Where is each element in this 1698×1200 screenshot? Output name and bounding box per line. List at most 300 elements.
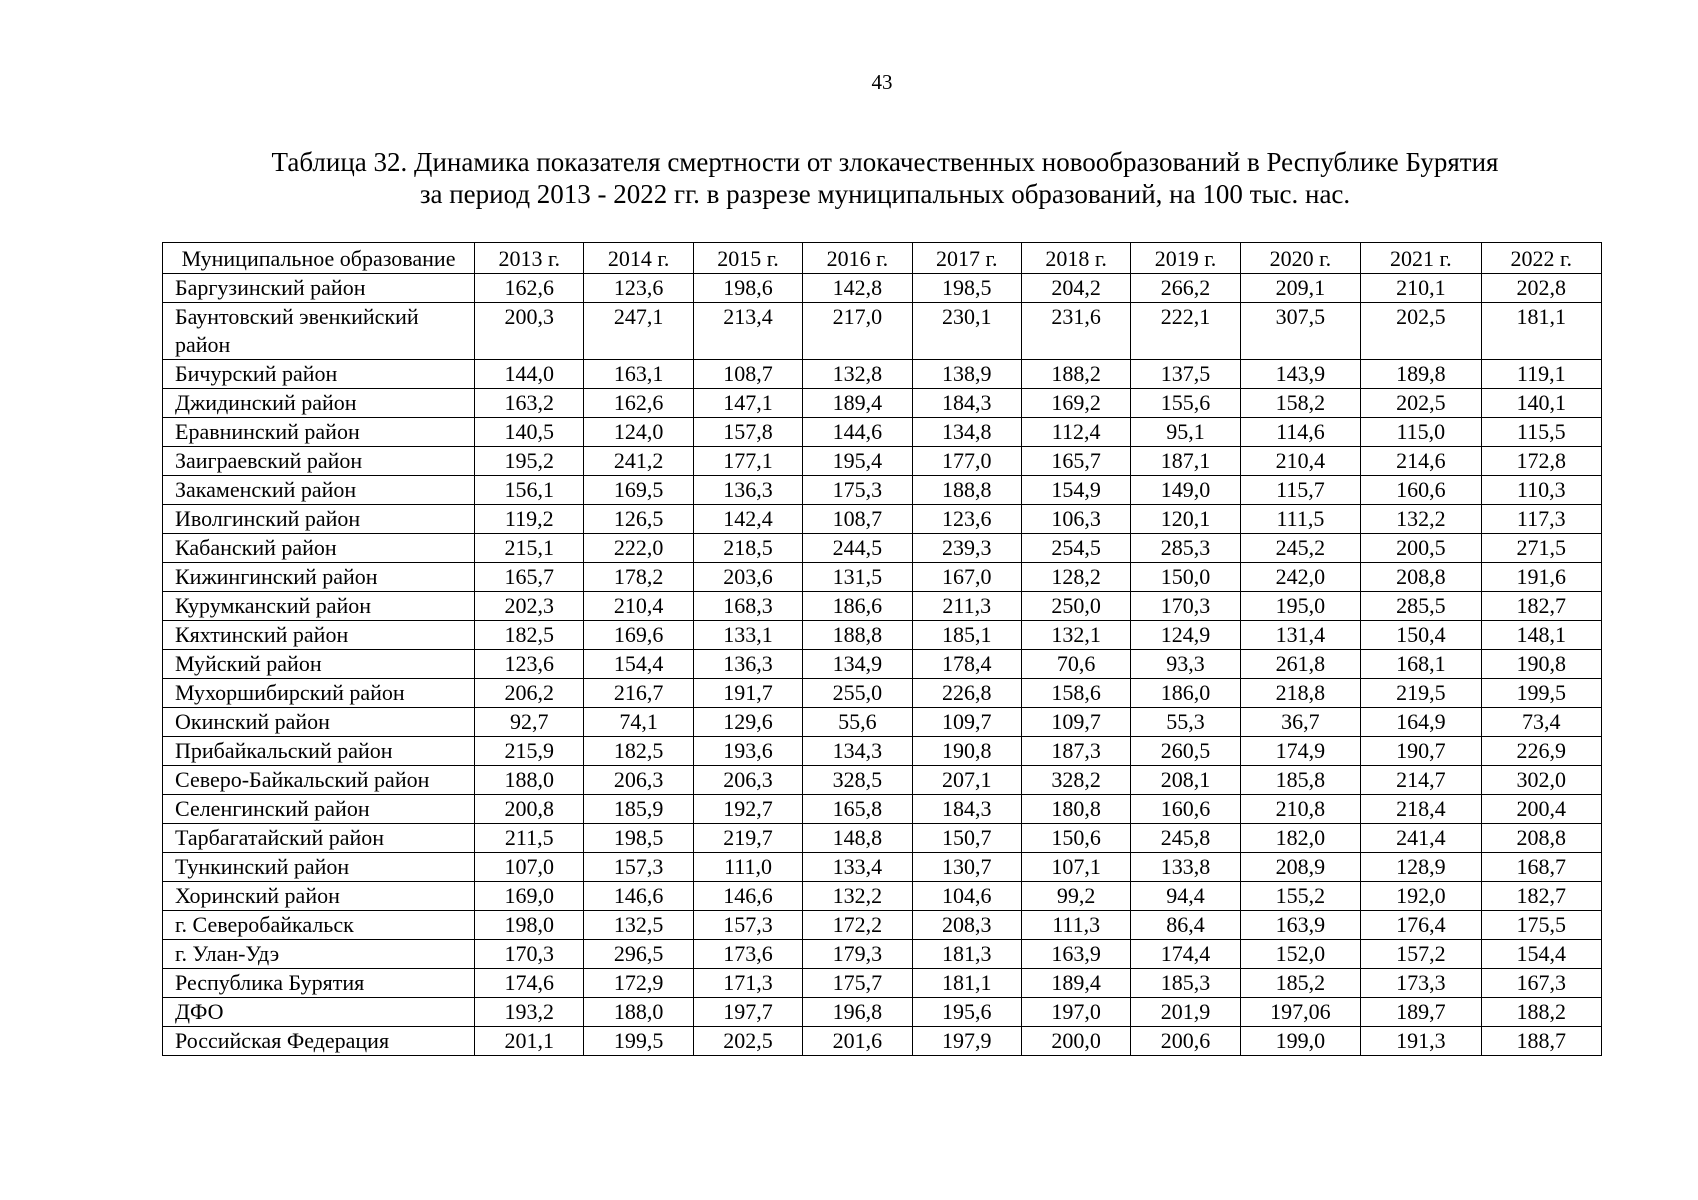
row-value-cell: 189,4 [803,389,912,418]
table-row [163,853,1602,882]
row-value-cell: 107,1 [1021,853,1130,882]
row-value-cell: 179,3 [803,940,912,969]
row-value-cell: 206,3 [693,766,802,795]
table-row [163,418,1602,447]
row-value-cell: 158,2 [1240,389,1360,418]
row-municipality-name: Еравнинский район [163,418,475,447]
header-year: 2013 г. [475,243,584,274]
row-value-cell: 107,0 [475,853,584,882]
table-row [163,621,1602,650]
row-value-cell: 197,0 [1021,998,1130,1027]
row-value-cell: 143,9 [1240,360,1360,389]
row-value-cell: 202,5 [1361,389,1481,418]
row-value-cell: 206,3 [584,766,693,795]
row-value-cell: 126,5 [584,505,693,534]
row-value-cell: 200,0 [1021,1027,1130,1056]
mortality-table [162,242,1602,1056]
table-row [163,1027,1602,1056]
header-municipality: Муниципальное образование [163,243,475,274]
row-value-cell: 210,4 [1240,447,1360,476]
row-municipality-name: Прибайкальский район [163,737,475,766]
row-value-cell: 218,4 [1361,795,1481,824]
row-value-cell: 203,6 [693,563,802,592]
row-value-cell: 210,8 [1240,795,1360,824]
row-value-cell: 178,4 [912,650,1021,679]
row-value-cell: 182,0 [1240,824,1360,853]
row-municipality-name: Мухоршибирский район [163,679,475,708]
row-value-cell: 185,1 [912,621,1021,650]
row-value-cell: 150,4 [1361,621,1481,650]
row-value-cell: 209,1 [1240,274,1360,303]
row-municipality-name: Хоринский район [163,882,475,911]
row-value-cell: 129,6 [693,708,802,737]
row-value-cell: 163,2 [475,389,584,418]
table-row [163,795,1602,824]
row-value-cell: 285,3 [1131,534,1240,563]
row-value-cell: 136,3 [693,650,802,679]
row-value-cell: 219,7 [693,824,802,853]
row-value-cell: 200,4 [1481,795,1601,824]
row-value-cell: 328,2 [1021,766,1130,795]
row-value-cell: 185,2 [1240,969,1360,998]
row-value-cell: 213,4 [693,303,802,360]
row-municipality-name: Джидинский район [163,389,475,418]
row-value-cell: 198,6 [693,274,802,303]
row-value-cell: 219,5 [1361,679,1481,708]
row-value-cell: 154,4 [1481,940,1601,969]
row-value-cell: 255,0 [803,679,912,708]
table-row [163,940,1602,969]
row-value-cell: 155,2 [1240,882,1360,911]
row-value-cell: 169,6 [584,621,693,650]
row-value-cell: 117,3 [1481,505,1601,534]
row-value-cell: 226,8 [912,679,1021,708]
row-value-cell: 115,0 [1361,418,1481,447]
row-value-cell: 296,5 [584,940,693,969]
row-value-cell: 115,7 [1240,476,1360,505]
row-value-cell: 185,9 [584,795,693,824]
row-value-cell: 214,7 [1361,766,1481,795]
row-value-cell: 226,9 [1481,737,1601,766]
row-value-cell: 195,4 [803,447,912,476]
row-value-cell: 189,7 [1361,998,1481,1027]
table-row [163,911,1602,940]
row-value-cell: 114,6 [1240,418,1360,447]
row-value-cell: 136,3 [693,476,802,505]
row-value-cell: 261,8 [1240,650,1360,679]
row-value-cell: 163,9 [1240,911,1360,940]
row-value-cell: 131,4 [1240,621,1360,650]
table-row [163,505,1602,534]
row-value-cell: 170,3 [1131,592,1240,621]
table-row [163,563,1602,592]
row-value-cell: 202,3 [475,592,584,621]
row-value-cell: 200,6 [1131,1027,1240,1056]
row-value-cell: 163,1 [584,360,693,389]
row-value-cell: 165,7 [475,563,584,592]
header-year: 2015 г. [693,243,802,274]
row-value-cell: 154,4 [584,650,693,679]
row-value-cell: 140,1 [1481,389,1601,418]
row-value-cell: 302,0 [1481,766,1601,795]
row-value-cell: 208,1 [1131,766,1240,795]
row-value-cell: 150,0 [1131,563,1240,592]
row-value-cell: 128,9 [1361,853,1481,882]
row-value-cell: 186,0 [1131,679,1240,708]
row-value-cell: 104,6 [912,882,1021,911]
row-municipality-name: Окинский район [163,708,475,737]
row-value-cell: 204,2 [1021,274,1130,303]
row-municipality-name: Тарбагатайский район [163,824,475,853]
row-value-cell: 244,5 [803,534,912,563]
row-value-cell: 195,2 [475,447,584,476]
row-value-cell: 201,9 [1131,998,1240,1027]
row-value-cell: 150,6 [1021,824,1130,853]
row-value-cell: 190,8 [1481,650,1601,679]
row-value-cell: 182,5 [584,737,693,766]
row-value-cell: 215,9 [475,737,584,766]
row-value-cell: 208,8 [1481,824,1601,853]
row-value-cell: 128,2 [1021,563,1130,592]
row-value-cell: 132,8 [803,360,912,389]
row-value-cell: 211,3 [912,592,1021,621]
row-value-cell: 193,2 [475,998,584,1027]
row-value-cell: 155,6 [1131,389,1240,418]
row-value-cell: 170,3 [475,940,584,969]
row-value-cell: 167,0 [912,563,1021,592]
row-value-cell: 186,6 [803,592,912,621]
row-value-cell: 184,3 [912,389,1021,418]
row-value-cell: 182,5 [475,621,584,650]
table-caption [120,146,1650,210]
row-value-cell: 109,7 [912,708,1021,737]
row-value-cell: 187,1 [1131,447,1240,476]
row-value-cell: 254,5 [1021,534,1130,563]
row-value-cell: 207,1 [912,766,1021,795]
row-value-cell: 112,4 [1021,418,1130,447]
row-value-cell: 94,4 [1131,882,1240,911]
row-value-cell: 328,5 [803,766,912,795]
row-value-cell: 148,1 [1481,621,1601,650]
row-value-cell: 162,6 [584,389,693,418]
row-municipality-name: Российская Федерация [163,1027,475,1056]
row-municipality-name: г. Северобайкальск [163,911,475,940]
row-value-cell: 208,8 [1361,563,1481,592]
row-value-cell: 157,3 [693,911,802,940]
row-value-cell: 168,7 [1481,853,1601,882]
row-municipality-name: Баргузинский район [163,274,475,303]
header-year: 2020 г. [1240,243,1360,274]
table-row [163,679,1602,708]
row-value-cell: 74,1 [584,708,693,737]
row-value-cell: 86,4 [1131,911,1240,940]
row-value-cell: 172,9 [584,969,693,998]
row-value-cell: 222,1 [1131,303,1240,360]
row-value-cell: 206,2 [475,679,584,708]
row-value-cell: 191,7 [693,679,802,708]
row-value-cell: 169,2 [1021,389,1130,418]
row-value-cell: 177,0 [912,447,1021,476]
row-value-cell: 134,9 [803,650,912,679]
table-caption-line-2: за период 2013 - 2022 гг. в разрезе муниципальных образований, на 100 тыс. нас. [419,179,1351,209]
row-value-cell: 146,6 [584,882,693,911]
row-value-cell: 158,6 [1021,679,1130,708]
row-value-cell: 123,6 [584,274,693,303]
row-value-cell: 156,1 [475,476,584,505]
row-value-cell: 180,8 [1021,795,1130,824]
row-value-cell: 230,1 [912,303,1021,360]
row-value-cell: 133,1 [693,621,802,650]
row-value-cell: 174,4 [1131,940,1240,969]
row-value-cell: 134,8 [912,418,1021,447]
row-value-cell: 192,0 [1361,882,1481,911]
row-value-cell: 165,7 [1021,447,1130,476]
row-value-cell: 163,9 [1021,940,1130,969]
row-value-cell: 108,7 [693,360,802,389]
row-value-cell: 188,7 [1481,1027,1601,1056]
row-value-cell: 157,2 [1361,940,1481,969]
row-municipality-name: ДФО [163,998,475,1027]
row-value-cell: 201,1 [475,1027,584,1056]
row-value-cell: 175,5 [1481,911,1601,940]
row-value-cell: 199,0 [1240,1027,1360,1056]
row-value-cell: 200,5 [1361,534,1481,563]
row-value-cell: 92,7 [475,708,584,737]
row-value-cell: 182,7 [1481,882,1601,911]
row-value-cell: 202,5 [1361,303,1481,360]
row-value-cell: 115,5 [1481,418,1601,447]
row-value-cell: 149,0 [1131,476,1240,505]
row-value-cell: 147,1 [693,389,802,418]
row-value-cell: 197,7 [693,998,802,1027]
row-value-cell: 182,7 [1481,592,1601,621]
row-value-cell: 202,8 [1481,274,1601,303]
row-value-cell: 132,1 [1021,621,1130,650]
table-row [163,303,1602,360]
row-value-cell: 137,5 [1131,360,1240,389]
row-value-cell: 208,3 [912,911,1021,940]
row-value-cell: 70,6 [1021,650,1130,679]
row-value-cell: 188,2 [1481,998,1601,1027]
row-value-cell: 239,3 [912,534,1021,563]
row-value-cell: 173,6 [693,940,802,969]
row-value-cell: 250,0 [1021,592,1130,621]
row-value-cell: 173,3 [1361,969,1481,998]
row-value-cell: 184,3 [912,795,1021,824]
row-value-cell: 154,9 [1021,476,1130,505]
row-value-cell: 188,8 [912,476,1021,505]
row-municipality-name: Закаменский район [163,476,475,505]
row-value-cell: 188,0 [584,998,693,1027]
row-value-cell: 187,3 [1021,737,1130,766]
row-value-cell: 55,6 [803,708,912,737]
table-row [163,969,1602,998]
row-municipality-name: Селенгинский район [163,795,475,824]
row-value-cell: 123,6 [475,650,584,679]
header-year: 2018 г. [1021,243,1130,274]
row-value-cell: 142,8 [803,274,912,303]
row-value-cell: 181,1 [1481,303,1601,360]
row-value-cell: 241,4 [1361,824,1481,853]
table-row [163,592,1602,621]
table-header-row [163,243,1602,274]
row-value-cell: 198,0 [475,911,584,940]
row-value-cell: 200,3 [475,303,584,360]
row-value-cell: 164,9 [1361,708,1481,737]
row-value-cell: 132,2 [803,882,912,911]
row-value-cell: 218,5 [693,534,802,563]
row-municipality-name: Иволгинский район [163,505,475,534]
row-value-cell: 191,6 [1481,563,1601,592]
row-value-cell: 124,0 [584,418,693,447]
table-row [163,737,1602,766]
row-value-cell: 110,3 [1481,476,1601,505]
row-value-cell: 175,7 [803,969,912,998]
table-row [163,360,1602,389]
row-value-cell: 285,5 [1361,592,1481,621]
row-value-cell: 106,3 [1021,505,1130,534]
row-value-cell: 174,6 [475,969,584,998]
row-municipality-name: Курумканский район [163,592,475,621]
row-value-cell: 242,0 [1240,563,1360,592]
row-value-cell: 132,5 [584,911,693,940]
row-value-cell: 218,8 [1240,679,1360,708]
row-value-cell: 160,6 [1361,476,1481,505]
header-year: 2022 г. [1481,243,1601,274]
row-value-cell: 178,2 [584,563,693,592]
row-value-cell: 185,3 [1131,969,1240,998]
row-value-cell: 131,5 [803,563,912,592]
row-municipality-name: Тункинский район [163,853,475,882]
row-value-cell: 247,1 [584,303,693,360]
row-value-cell: 36,7 [1240,708,1360,737]
row-value-cell: 266,2 [1131,274,1240,303]
row-value-cell: 133,4 [803,853,912,882]
row-value-cell: 210,1 [1361,274,1481,303]
row-value-cell: 245,8 [1131,824,1240,853]
header-year: 2019 г. [1131,243,1240,274]
row-value-cell: 215,1 [475,534,584,563]
table-row [163,650,1602,679]
row-value-cell: 189,8 [1361,360,1481,389]
row-value-cell: 108,7 [803,505,912,534]
table-caption-line-1: Таблица 32. Динамика показателя смертности от злокачественных новообразований в Республике Бурятия [271,147,1499,177]
row-value-cell: 181,1 [912,969,1021,998]
row-value-cell: 231,6 [1021,303,1130,360]
row-value-cell: 202,5 [693,1027,802,1056]
row-value-cell: 195,6 [912,998,1021,1027]
row-value-cell: 157,3 [584,853,693,882]
row-value-cell: 150,7 [912,824,1021,853]
row-value-cell: 177,1 [693,447,802,476]
row-value-cell: 168,1 [1361,650,1481,679]
row-value-cell: 214,6 [1361,447,1481,476]
row-value-cell: 109,7 [1021,708,1130,737]
row-municipality-name: Заиграевский район [163,447,475,476]
row-value-cell: 198,5 [912,274,1021,303]
row-value-cell: 168,3 [693,592,802,621]
row-value-cell: 197,06 [1240,998,1360,1027]
row-value-cell: 172,8 [1481,447,1601,476]
row-value-cell: 190,7 [1361,737,1481,766]
row-value-cell: 208,9 [1240,853,1360,882]
table-row [163,274,1602,303]
row-value-cell: 200,8 [475,795,584,824]
row-value-cell: 188,8 [803,621,912,650]
row-value-cell: 144,0 [475,360,584,389]
table-row [163,708,1602,737]
table-row [163,476,1602,505]
header-year: 2016 г. [803,243,912,274]
row-value-cell: 165,8 [803,795,912,824]
row-value-cell: 307,5 [1240,303,1360,360]
row-value-cell: 260,5 [1131,737,1240,766]
page-number: 43 [871,70,893,94]
row-value-cell: 198,5 [584,824,693,853]
table-row [163,824,1602,853]
row-value-cell: 245,2 [1240,534,1360,563]
row-value-cell: 169,5 [584,476,693,505]
table-row [163,389,1602,418]
row-municipality-name: Муйский район [163,650,475,679]
row-value-cell: 241,2 [584,447,693,476]
row-value-cell: 111,5 [1240,505,1360,534]
row-value-cell: 119,1 [1481,360,1601,389]
row-value-cell: 119,2 [475,505,584,534]
table-row [163,447,1602,476]
row-value-cell: 196,8 [803,998,912,1027]
row-value-cell: 189,4 [1021,969,1130,998]
row-municipality-name: Кижингинский район [163,563,475,592]
row-value-cell: 142,4 [693,505,802,534]
row-value-cell: 95,1 [1131,418,1240,447]
row-value-cell: 190,8 [912,737,1021,766]
row-value-cell: 169,0 [475,882,584,911]
row-value-cell: 192,7 [693,795,802,824]
header-year: 2017 г. [912,243,1021,274]
row-value-cell: 132,2 [1361,505,1481,534]
table-row [163,534,1602,563]
table-row [163,882,1602,911]
row-value-cell: 171,3 [693,969,802,998]
row-value-cell: 93,3 [1131,650,1240,679]
row-value-cell: 99,2 [1021,882,1130,911]
row-value-cell: 162,6 [475,274,584,303]
row-value-cell: 216,7 [584,679,693,708]
row-value-cell: 120,1 [1131,505,1240,534]
header-year: 2014 г. [584,243,693,274]
row-value-cell: 111,3 [1021,911,1130,940]
row-value-cell: 197,9 [912,1027,1021,1056]
row-municipality-name: Бичурский район [163,360,475,389]
row-value-cell: 175,3 [803,476,912,505]
row-value-cell: 123,6 [912,505,1021,534]
row-value-cell: 191,3 [1361,1027,1481,1056]
row-value-cell: 130,7 [912,853,1021,882]
row-value-cell: 55,3 [1131,708,1240,737]
row-value-cell: 144,6 [803,418,912,447]
row-value-cell: 157,8 [693,418,802,447]
row-value-cell: 222,0 [584,534,693,563]
row-value-cell: 201,6 [803,1027,912,1056]
row-value-cell: 73,4 [1481,708,1601,737]
row-value-cell: 133,8 [1131,853,1240,882]
row-value-cell: 193,6 [693,737,802,766]
row-value-cell: 160,6 [1131,795,1240,824]
row-municipality-name: Баунтовский эвенкийский район [163,303,475,360]
row-value-cell: 271,5 [1481,534,1601,563]
row-value-cell: 210,4 [584,592,693,621]
